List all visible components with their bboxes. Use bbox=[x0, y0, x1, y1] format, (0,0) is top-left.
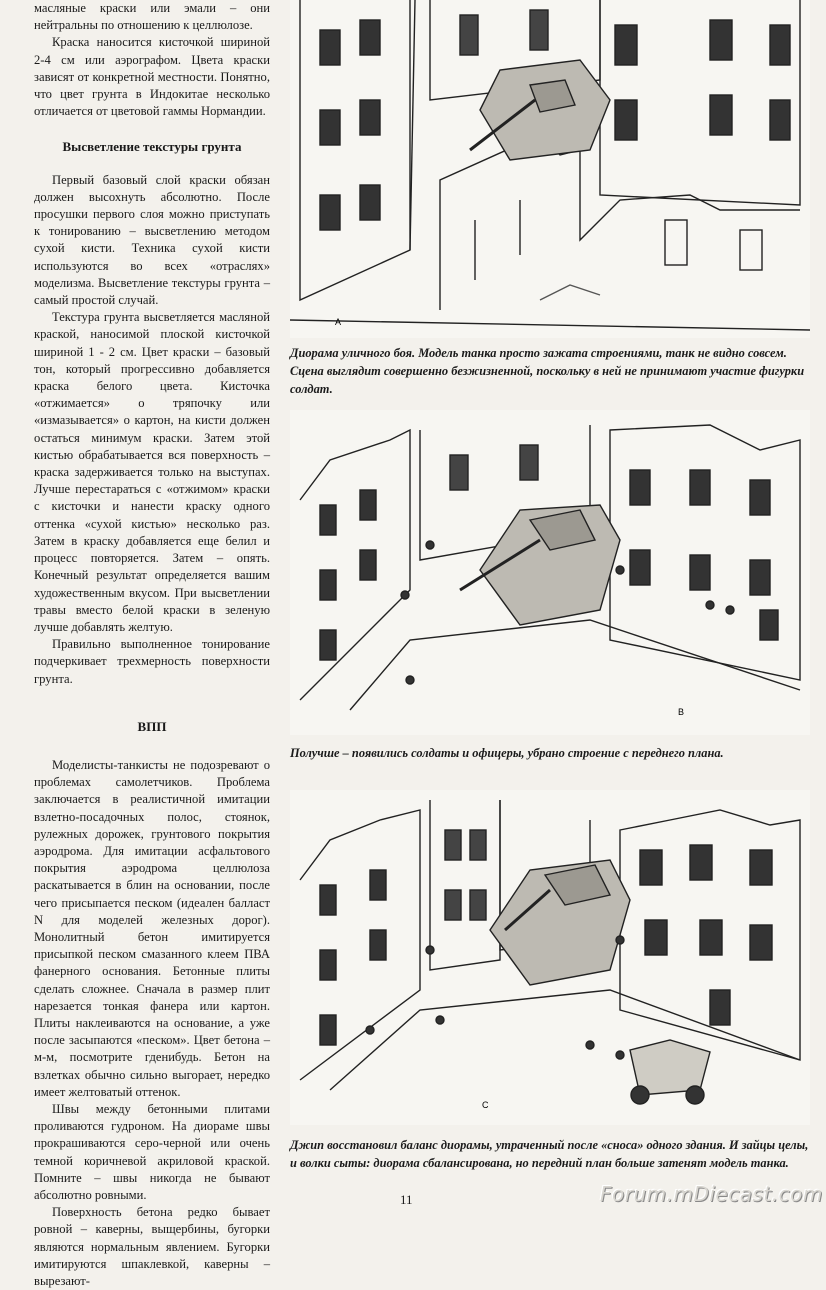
paragraph: Первый базовый слой краски обязан должен высохнуть абсолютно. После просушки первого слоя можно приступать к тонированию – высветлению методом сухой кисти. Техника сухой кисти используются во всех «отраслях» моделизма. Высветление текстуры грунта – самый простой случай. bbox=[34, 172, 270, 308]
figure-caption: Получше – появились солдаты и офицеры, убрано строение с переднего плана. bbox=[290, 746, 724, 760]
figure-b bbox=[290, 410, 810, 735]
paragraph: масляные краски или эмали – они нейтральны по отношению к целлюлозе. bbox=[34, 1, 270, 33]
figure-a bbox=[290, 0, 810, 338]
paragraph: Текстура грунта высветляется масляной краской, наносимой плоской кисточкой шириной 1 - 2 см. Цвет краски – базовый тон, который прогрессивно добавляется краска белого цвета. Кисточка «отжимается» о тряпочку или «измазывается» о картон, на кисти должен остаться минимум краски. Затем этой кистью обрабатывается вся поверхность – краска задерживается только на выступах. Лучше перестараться с «отжимом» краски с кисточки и нанести краску одного оттенка «сухой кистью» несколько раз. Затем в краску добавляется еще белил и процесс повторяется. Затем – опять. Конечный результат определяется вашим художественным вкусом. При высветлении травы вместо белой краски в зеленую лучше добавлять желтую. bbox=[34, 310, 270, 634]
paragraph: Моделисты-танкисты не подозревают о проблемах самолетчиков. Проблема заключается в реалистичной имитации взлетно-посадочных полос, стоянок, рулежных дорожек, грунтового покрытия аэродрома. Для имитации асфальтового покрытия аэродрома целлюлоза раскатывается в блин на основании, после чего присыпается песком (идеален балласт N для моделей железных дорог). Монолитный бетон имитируется присыпкой песком смазанного клеем ПВА фанерного основания. Бетонные плиты сделать сложнее. Сначала в размер плит нарезается тонкая фанера или картон. Плиты наклеиваются на основание, а уже после засыпаются «песком». Цвет бетона –м-м, посмотрите гденибудь. Бетон на взлетках обычно сильно выгорает, нередко имеет желтоватый оттенок. bbox=[34, 757, 270, 1099]
watermark-text: Forum.mDiecast.com bbox=[600, 1182, 823, 1206]
diorama-illustration-c bbox=[290, 790, 810, 1125]
paragraph: Поверхность бетона редко бывает ровной – каверны, выщербины, бугорки являются нормальным явлением. Бугорки имитируются шпаклевкой, каверны – вырезают- bbox=[34, 1205, 270, 1289]
paragraph: Правильно выполненное тонирование подчеркивает трехмерность поверхности грунта. bbox=[34, 637, 270, 686]
paragraph: Краска наносится кисточкой шириной 2-4 см или аэрографом. Цвета краски зависят от конкретной местности. Понятно, что цвет грунта в Индокитае несколько отличается от цветовой гаммы Нормандии. bbox=[34, 35, 270, 119]
diorama-illustration-b bbox=[290, 410, 810, 735]
figure-c bbox=[290, 790, 810, 1125]
figure-label: C bbox=[482, 1100, 489, 1110]
diorama-illustration-a bbox=[290, 0, 810, 338]
paragraph: Швы между бетонными плитами проливаются гудроном. На диораме швы прокрашиваются серо-черной или очень темной коричневой акриловой краской. Помните – швы никогда не бывают абсолютно ровными. bbox=[34, 1101, 270, 1202]
page-number: 11 bbox=[400, 1192, 413, 1207]
figure-caption: Джип восстановил баланс диорамы, утраченный после «сноса» одного здания. И зайцы целы, и волки сыты: диорама сбалансирована, но передний план больше затенят модель танка. bbox=[290, 1138, 809, 1170]
left-text-column bbox=[34, 0, 270, 1290]
section-heading: Высветление текстуры грунта bbox=[62, 139, 242, 155]
figure-label: A bbox=[335, 317, 342, 327]
figure-label: B bbox=[678, 707, 685, 717]
section-heading: ВПП bbox=[137, 718, 167, 734]
figure-caption: Диорама уличного боя. Модель танка просто зажата строениями, танк не видно совсем. Сцена выглядит совершенно безжизненной, поскольку в ней не принимают участие фигурки солдат. bbox=[290, 346, 805, 396]
